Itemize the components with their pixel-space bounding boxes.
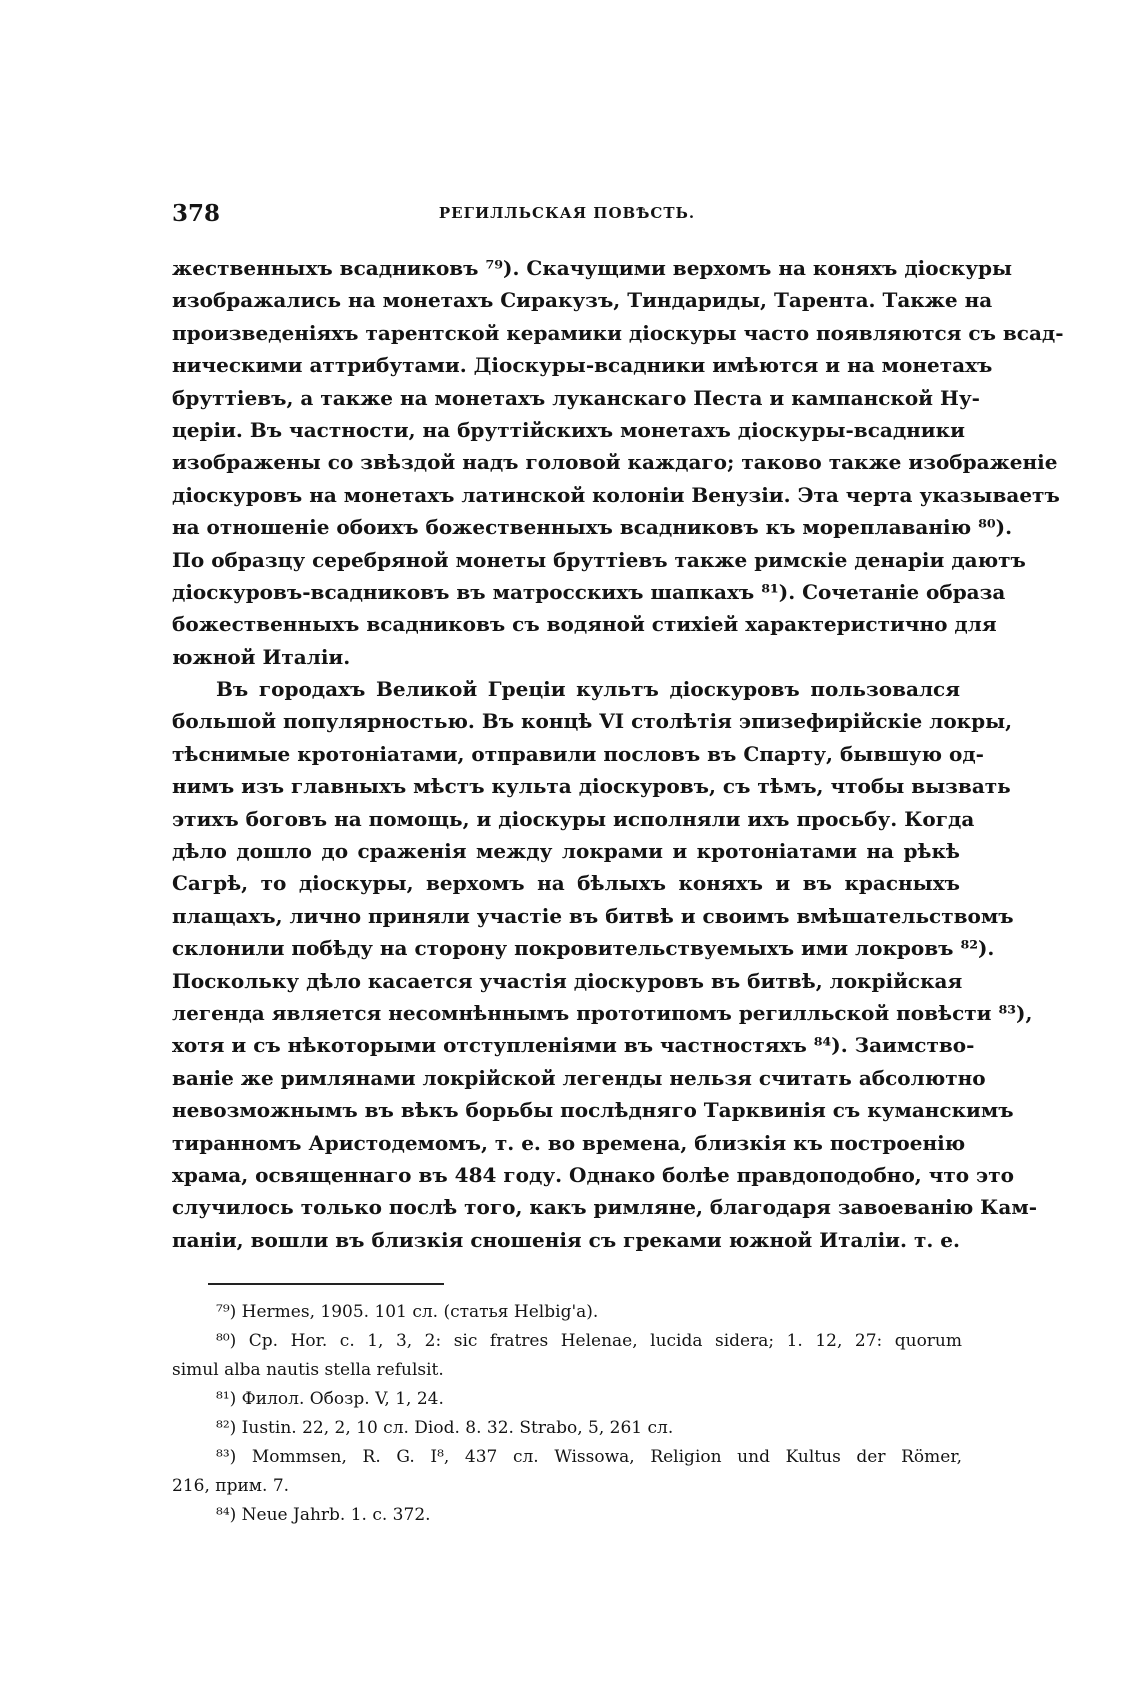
text-line: легенда является несомнѣннымъ прототипомъ регилльской повѣсти ⁸³), — [172, 1000, 1033, 1025]
text-line: церіи. Въ частности, на бруттійскихъ монетахъ діоскуры-всадники — [172, 417, 965, 442]
text-line: бруттіевъ, а также на монетахъ луканскаго Песта и кампанской Ну- — [172, 385, 980, 410]
page-number: 378 — [172, 200, 221, 227]
page-header — [172, 200, 962, 230]
footnote: ⁷⁹) Hermes, 1905. 101 сл. (статья Helbig'а). — [216, 1302, 599, 1322]
main-text — [172, 252, 1064, 1256]
footnote: ⁸¹) Филол. Обозр. V, 1, 24. — [216, 1389, 444, 1409]
text-line: изображались на монетахъ Сиракузъ, Тиндариды, Тарента. Также на — [172, 288, 993, 313]
text-line: ваніе же римлянами локрійской легенды нельзя считать абсолютно — [172, 1065, 986, 1090]
text-line: склонили побѣду на сторону покровительствуемыхъ ими локровъ ⁸²). — [172, 936, 995, 961]
text-line: дѣло дошло до сраженія между локрами и кротоніатами на рѣкѣ — [172, 839, 960, 864]
text-line: ническими аттрибутами. Діоскуры-всадники имѣются и на монетахъ — [172, 353, 993, 378]
text-line: діоскуровъ на монетахъ латинской колоніи Венузіи. Эта черта указываетъ — [172, 482, 1060, 507]
text-line: паніи, вошли въ близкія сношенія съ греками южной Италіи. т. е. — [172, 1227, 960, 1252]
footnote: ⁸⁰) Ср. Hor. c. 1, 3, 2: sic fratres Helenae, lucida sidera; 1. 12, 27: quorum — [216, 1331, 962, 1351]
text-line: жественныхъ всадниковъ ⁷⁹). Скачущими верхомъ на коняхъ діоскуры — [172, 256, 1013, 280]
footnote: ⁸⁴) Neue Jahrb. 1. c. 372. — [216, 1505, 431, 1525]
footnotes — [172, 1298, 962, 1530]
text-line: тиранномъ Аристодемомъ, т. е. во времена, близкія къ построенію — [172, 1130, 966, 1155]
footnote-divider — [208, 1283, 444, 1285]
text-line: невозможнымъ въ вѣкъ борьбы послѣдняго Тарквинія съ куманскимъ — [172, 1098, 1014, 1123]
text-line: на отношеніе обоихъ божественныхъ всадниковъ къ мореплаванію ⁸⁰). — [172, 515, 1013, 540]
text-line: этихъ боговъ на помощь, и діоскуры исполняли ихъ просьбу. Когда — [172, 806, 975, 831]
footnote: ⁸³) Mommsen, R. G. I⁸, 437 сл. Wissowa, Religion und Kultus der Römer, — [216, 1447, 962, 1467]
text-line: божественныхъ всадниковъ съ водяной стихіей характеристично для — [172, 612, 997, 637]
text-line: произведеніяхъ тарентской керамики діоскуры часто появляются съ всад- — [172, 320, 1064, 345]
text-line: нимъ изъ главныхъ мѣстъ культа діоскуровъ, съ тѣмъ, чтобы вызвать — [172, 774, 1011, 799]
running-title: РЕГИЛЛЬСКАЯ ПОВѢСТЬ. — [438, 204, 696, 222]
text-line: По образцу серебряной монеты бруттіевъ также римскіе денаріи даютъ — [172, 547, 1026, 572]
footnote: 216, прим. 7. — [172, 1476, 290, 1496]
text-line: изображены со звѣздой надъ головой каждаго; таково также изображеніе — [172, 450, 1058, 475]
text-line: храма, освященнаго въ 484 году. Однако болѣе правдоподобно, что это — [172, 1162, 1014, 1187]
text-line: случилось только послѣ того, какъ римляне, благодаря завоеванію Кам- — [172, 1195, 1037, 1220]
text-line: плащахъ, лично приняли участіе въ битвѣ и своимъ вмѣшательствомъ — [172, 903, 1014, 928]
text-line: южной Италіи. — [172, 644, 351, 669]
footnote: ⁸²) Iustin. 22, 2, 10 сл. Diod. 8. 32. Strabo, 5, 261 сл. — [216, 1418, 674, 1438]
text-line: Сагрѣ, то діоскуры, верхомъ на бѣлыхъ коняхъ и въ красныхъ — [172, 871, 960, 896]
text-line: Поскольку дѣло касается участія діоскуровъ въ битвѣ, локрійская — [172, 968, 963, 993]
text-line: большой популярностью. Въ концѣ VI столѣтія эпизефирійскіе локры, — [172, 709, 1013, 734]
footnote: simul alba nautis stella refulsit. — [172, 1360, 444, 1380]
text-line: хотя и съ нѣкоторыми отступленіями въ частностяхъ ⁸⁴). Заимство- — [172, 1033, 975, 1058]
text-line: діоскуровъ-всадниковъ въ матросскихъ шапкахъ ⁸¹). Сочетаніе образа — [172, 579, 1006, 604]
text-line: тѣснимые кротоніатами, отправили пословъ въ Спарту, бывшую од- — [172, 741, 984, 766]
text-line: Въ городахъ Великой Греціи культъ діоскуровъ пользовался — [216, 677, 960, 702]
